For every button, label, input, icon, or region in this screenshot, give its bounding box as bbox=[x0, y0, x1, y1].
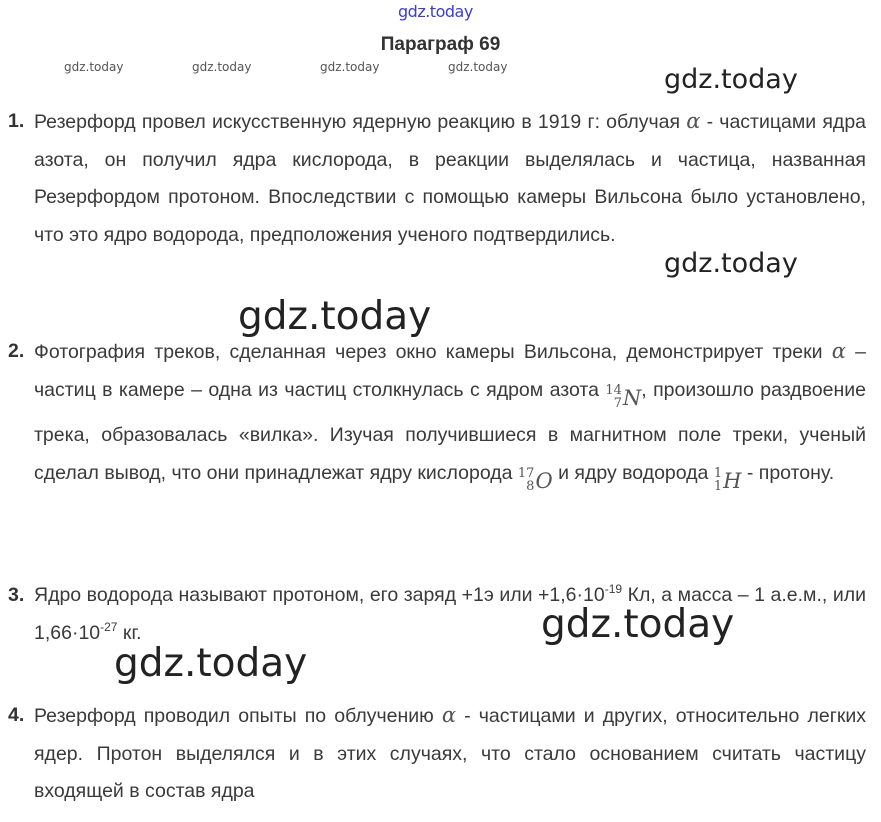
hydrogen-nuclide: 1 1 H bbox=[713, 465, 742, 494]
item-text: Резерфорд провел искусственную ядерную реакцию в 1919 г: облучая α - частицами ядра азота, он получил ядра кислорода, в реакции выделялась и частица, названная Резерфордом протоном. Впоследствии с помощью камеры Вильсона было установлено, что это ядро водорода, предположения ученого подтвердились. bbox=[34, 109, 867, 246]
exponent: -19 bbox=[604, 582, 623, 596]
item-text: Фотография треков, сделанная через окно камеры Вильсона, демонстрирует треки α – частиц в камере – одна из частиц столкнулась с ядром азота 14 7 N , произошло раздвоение трека, образовалась «вилка». Изучая получившиеся в магнитном поле треки, ученый сделал вывод, что они принадлежат ядру кислорода 17 8 O и ядру водорода 1 1 H - протону. bbox=[34, 333, 866, 501]
watermark-small-2: gdz.today bbox=[192, 60, 252, 74]
watermark-small-1: gdz.today bbox=[64, 60, 124, 74]
answer-item-3 bbox=[8, 577, 866, 652]
watermark-large-1: gdz.today bbox=[238, 294, 432, 339]
watermark-right-2: gdz.today bbox=[664, 248, 798, 279]
item-number: 3. bbox=[8, 584, 25, 606]
page-title: Параграф 69 bbox=[380, 34, 501, 55]
item-text: Ядро водорода называют протоном, его заряд +1э или $+1,6\cdot 10^{-19}$ Кл, а масса – 1 а.е.м., или $1,66\cdot 10^{-27}$ кг. bbox=[34, 582, 866, 644]
answer-item-4 bbox=[8, 697, 866, 811]
watermark-top: gdz.today bbox=[398, 2, 473, 21]
alpha-symbol: α bbox=[686, 109, 701, 133]
item-number: 2. bbox=[8, 340, 25, 362]
nitrogen-nuclide: 14 7 N bbox=[605, 382, 642, 411]
item-number: 1. bbox=[8, 110, 25, 132]
alpha-symbol: α bbox=[441, 703, 457, 727]
watermark-large-3: gdz.today bbox=[114, 641, 308, 686]
watermark-small-3: gdz.today bbox=[320, 60, 380, 74]
item-number: 4. bbox=[8, 704, 25, 726]
watermark-right-1: gdz.today bbox=[664, 64, 798, 95]
exponent: -27 bbox=[100, 619, 118, 634]
alpha-symbol: α bbox=[831, 339, 846, 363]
answer-item-2 bbox=[8, 333, 866, 501]
item-text: Резерфорд проводил опыты по облучению α - частицами и других, относительно легких ядер. Протон выделялся и в этих случаях, что стало основанием считать частицу входящей в состав ядра bbox=[34, 703, 866, 802]
answer-item-1 bbox=[8, 103, 866, 254]
watermark-small-4: gdz.today bbox=[448, 60, 508, 74]
watermark-large-2: gdz.today bbox=[541, 602, 735, 647]
oxygen-nuclide: 17 8 O bbox=[517, 465, 553, 494]
